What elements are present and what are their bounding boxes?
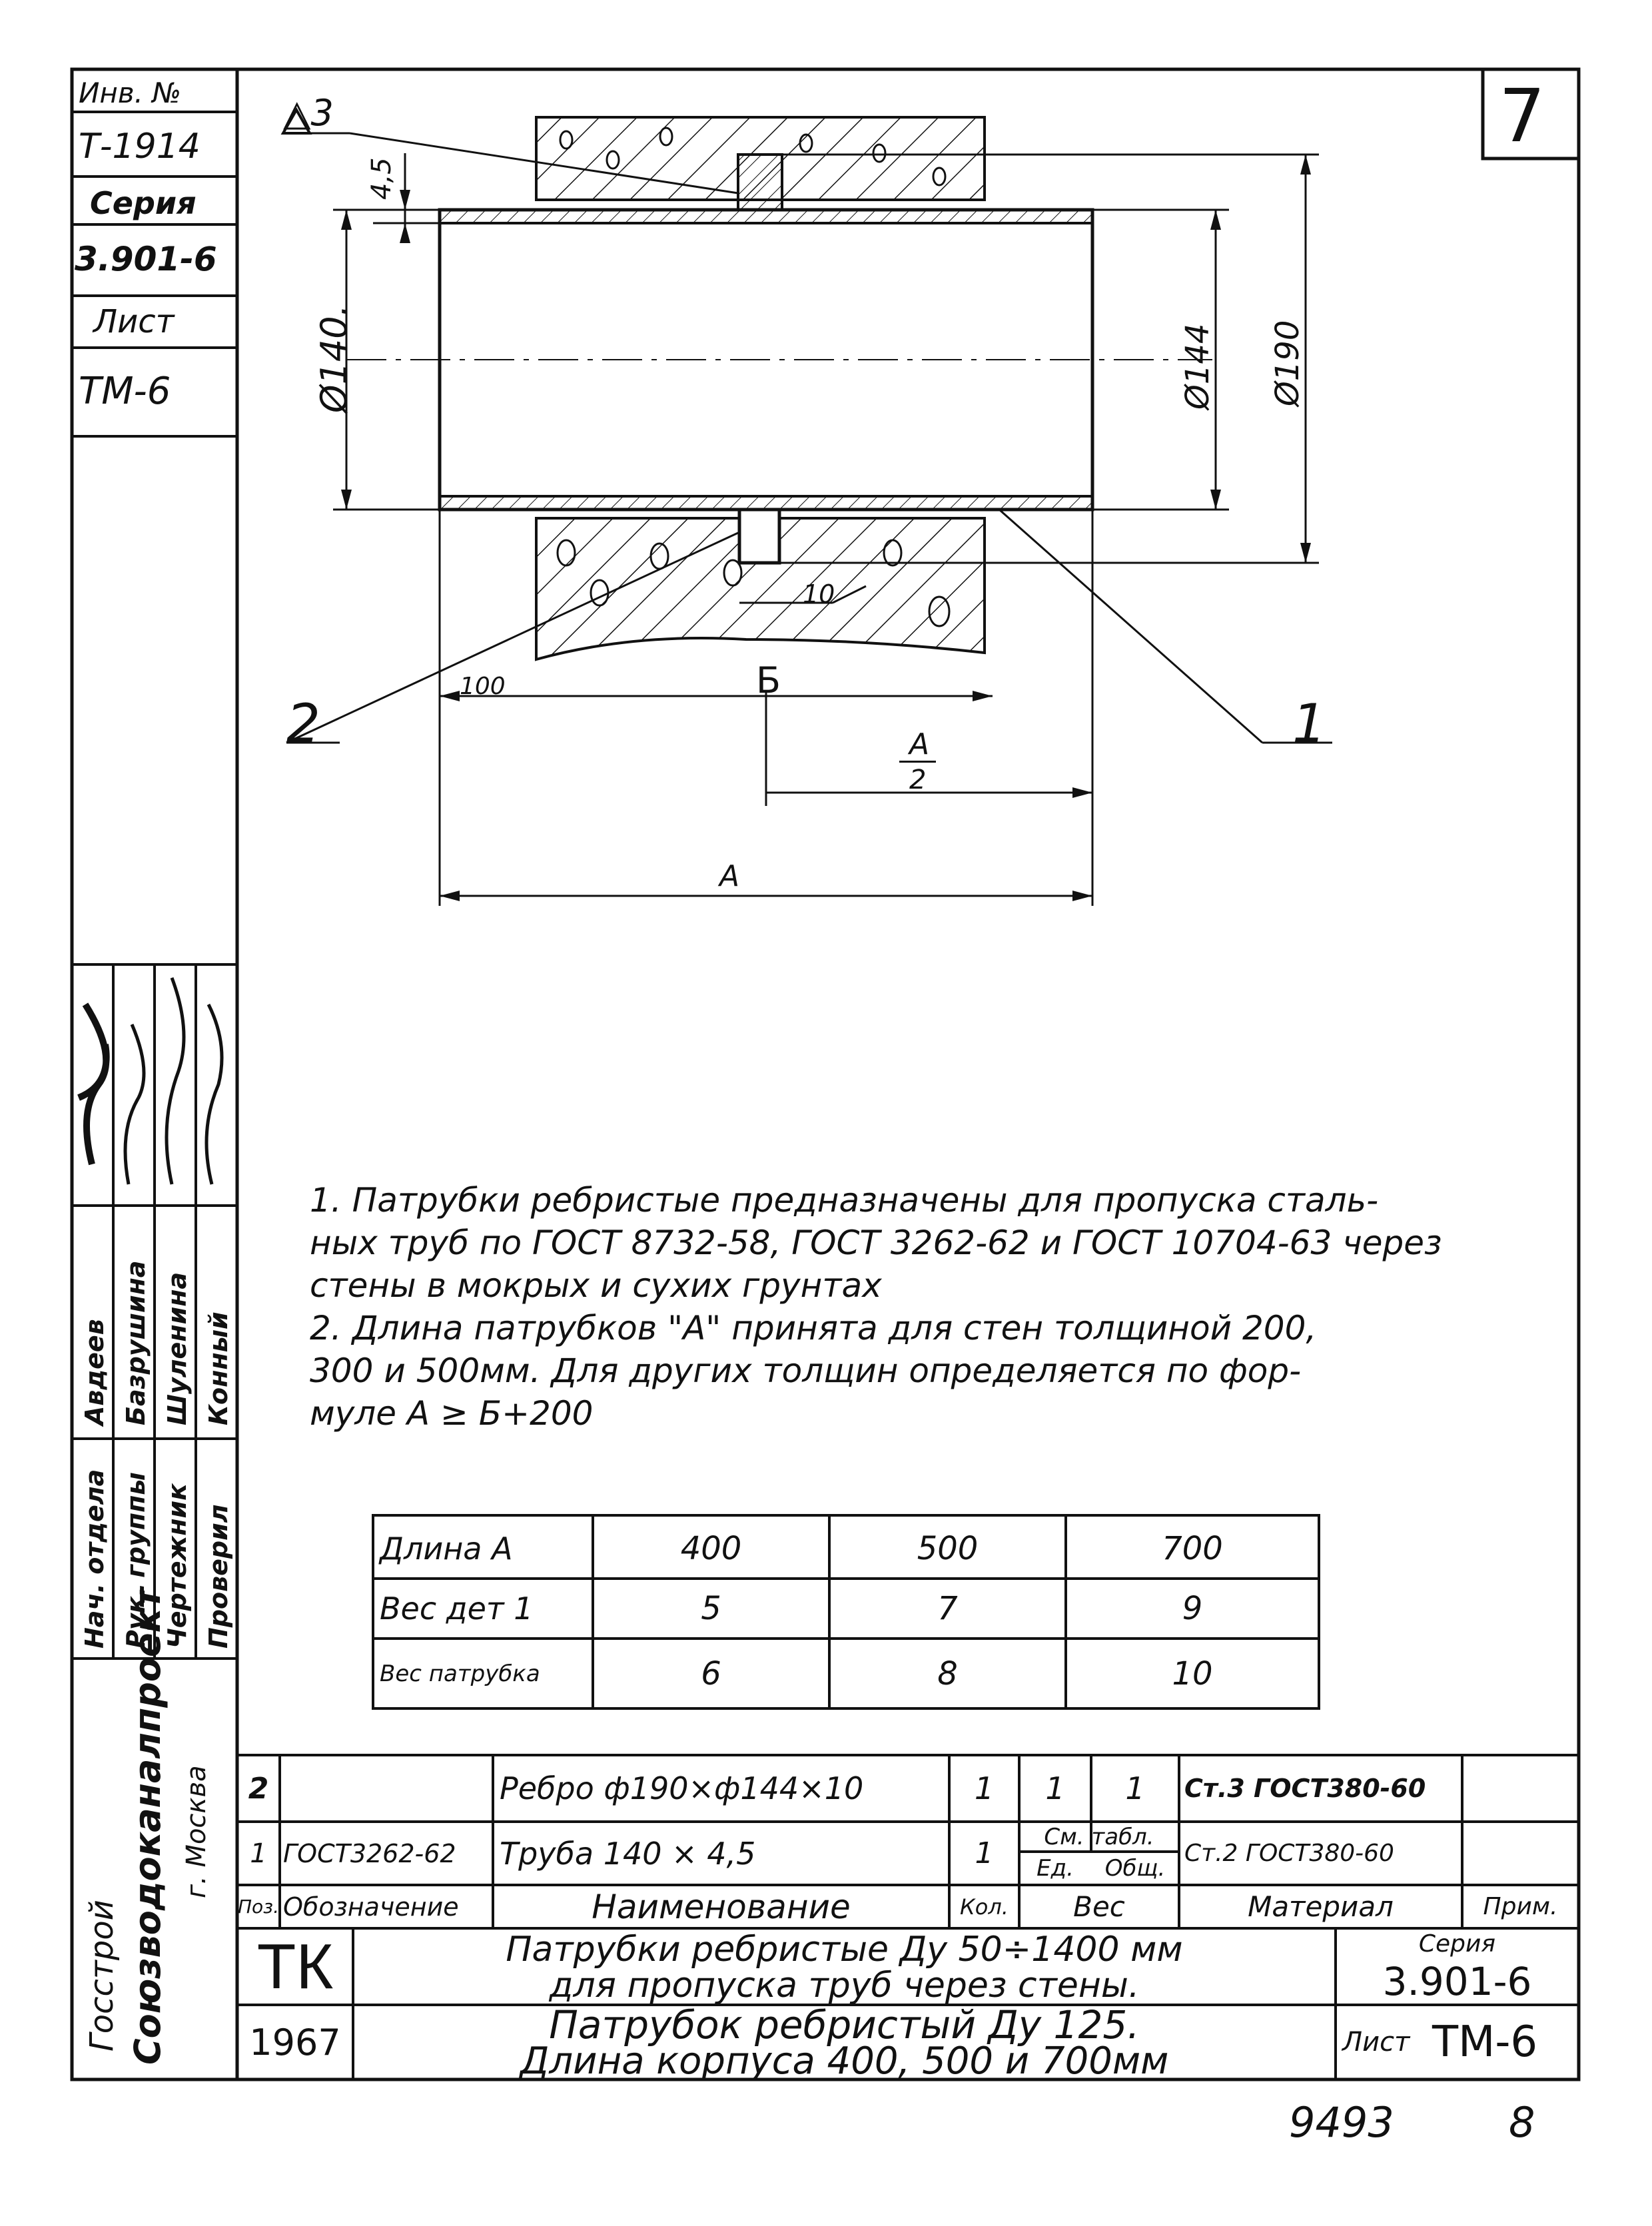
role-group: Рук. группы	[121, 1472, 151, 1649]
title2-line2: Длина корпуса 400, 500 и 700мм	[520, 2039, 1169, 2083]
title-sheet-value: ТМ-6	[1432, 2018, 1538, 2067]
sheet-label: Лист	[93, 303, 175, 340]
title2-line1: Патрубок ребристый Ду 125.	[549, 2002, 1140, 2047]
series-label: Серия	[90, 185, 197, 221]
rib-bottom	[739, 510, 779, 563]
spec-header-material: Материал	[1248, 1890, 1394, 1923]
dims-row-label: Вес дет 1	[380, 1591, 534, 1627]
dims-cell: 400	[680, 1530, 742, 1567]
inv-label: Инв. №	[79, 77, 182, 109]
title1-line1: Патрубки ребристые Ду 50÷1400 мм	[506, 1930, 1183, 1970]
org-city: г. Москва	[181, 1765, 212, 1898]
title-year: 1967	[249, 2021, 341, 2063]
role-checker: Проверил	[204, 1504, 233, 1649]
pipe-wall-top	[440, 210, 1092, 223]
dims-cell: 5	[701, 1590, 721, 1627]
org-institute: Союзводоканалпроект	[127, 1587, 169, 2065]
spec-name: Ребро ф190×ф144×10	[500, 1770, 864, 1806]
dims-cell: 6	[701, 1655, 721, 1692]
title-series-label: Серия	[1418, 1930, 1496, 1958]
notes	[310, 1179, 1562, 1435]
dims-cell: 700	[1162, 1530, 1223, 1567]
leader-1-label: 1	[1292, 693, 1326, 755]
dim-A: А	[719, 859, 740, 893]
spec-header-note: Прим.	[1483, 1893, 1558, 1920]
dim-4-5: 4,5	[366, 157, 397, 200]
weld-label: △3	[283, 92, 334, 134]
dims-cell: 8	[937, 1655, 958, 1692]
dim-B: Б	[756, 659, 781, 701]
spec-header-name: Наименование	[592, 1887, 851, 1926]
dims-cell: 7	[937, 1590, 958, 1627]
leader-2-label: 2	[286, 693, 320, 755]
spec-material: Ст.3 ГОСТ380-60	[1184, 1774, 1426, 1803]
dim-A-half-bar	[899, 761, 936, 763]
dims-cell: 10	[1172, 1655, 1213, 1692]
dims-row-label: Длина А	[380, 1531, 513, 1567]
spec-header-unit: Ед.	[1036, 1855, 1074, 1882]
name-group: Базрушина	[121, 1260, 151, 1425]
title-series-value: 3.901-6	[1382, 1959, 1532, 2004]
signature-marks	[72, 964, 237, 1206]
pipe-wall-bottom	[440, 496, 1092, 510]
dims-cell: 500	[917, 1530, 979, 1567]
spec-qty: 1	[975, 1836, 994, 1870]
spec-material: Ст.2 ГОСТ380-60	[1184, 1840, 1394, 1867]
spec-qty: 1	[974, 1770, 995, 1806]
dim-d140: Ø140.	[313, 304, 355, 413]
dims-cell: 9	[1182, 1590, 1203, 1627]
title1-line2: для пропуска труб через стены.	[549, 1966, 1140, 2006]
dim-100: 100	[460, 673, 506, 700]
spec-unit: 1	[1045, 1770, 1065, 1806]
dim-A-half-den: 2	[909, 765, 927, 795]
spec-pos: 1	[250, 1838, 267, 1869]
spec-header-total: Общ.	[1104, 1855, 1166, 1882]
name-head: Авдеев	[80, 1319, 109, 1425]
sheet-value: ТМ-6	[79, 370, 171, 413]
role-drafter: Чертежник	[163, 1483, 192, 1649]
note-line: муле А ≥ Б+200	[310, 1394, 594, 1433]
left-strip-lines	[72, 112, 237, 1659]
name-drafter: Шуленина	[163, 1272, 192, 1425]
rib-top	[738, 155, 782, 210]
name-checker: Конный	[204, 1311, 233, 1425]
spec-header-designation: Обозначение	[283, 1892, 459, 1922]
spec-unit: См. табл.	[1044, 1823, 1154, 1850]
dim-d190: Ø190	[1269, 320, 1306, 406]
spec-total: 1	[1125, 1770, 1145, 1806]
dim-A-half-num: А	[909, 727, 930, 761]
page-number: 8	[1509, 2098, 1535, 2147]
dims-row-label: Вес патрубка	[380, 1660, 540, 1687]
spec-name: Труба 140 × 4,5	[500, 1835, 756, 1872]
note-line: ных труб по ГОСТ 8732-58, ГОСТ 3262-62 и ГОСТ 10704-63 через	[310, 1224, 1442, 1262]
spec-header-qty: Кол.	[960, 1894, 1009, 1920]
note-line: 1. Патрубки ребристые предназначены для пропуска сталь-	[310, 1181, 1379, 1220]
title-sheet-label: Лист	[1342, 2027, 1410, 2057]
sheet-number: 7	[1499, 73, 1545, 159]
org-ministry: Госстрой	[83, 1900, 121, 2051]
note-line: 300 и 500мм. Для других толщин определяется по фор-	[310, 1351, 1302, 1390]
inv-value: Т-1914	[79, 127, 201, 167]
spec-header-weight: Вес	[1073, 1890, 1125, 1923]
series-value: 3.901-6	[75, 240, 217, 278]
spec-pos: 2	[248, 1771, 269, 1806]
title-code: ТК	[256, 1930, 334, 2002]
note-line: 2. Длина патрубков "А" принята для стен толщиной 200,	[310, 1309, 1317, 1347]
dim-d144: Ø144	[1179, 323, 1216, 410]
spec-designation: ГОСТ3262-62	[283, 1838, 456, 1868]
archive-number: 9493	[1289, 2098, 1394, 2147]
spec-header-pos: Поз.	[238, 1896, 279, 1918]
role-head: Нач. отдела	[80, 1469, 109, 1649]
dim-10: 10	[803, 579, 835, 609]
note-line: стены в мокрых и сухих грунтах	[310, 1266, 882, 1305]
